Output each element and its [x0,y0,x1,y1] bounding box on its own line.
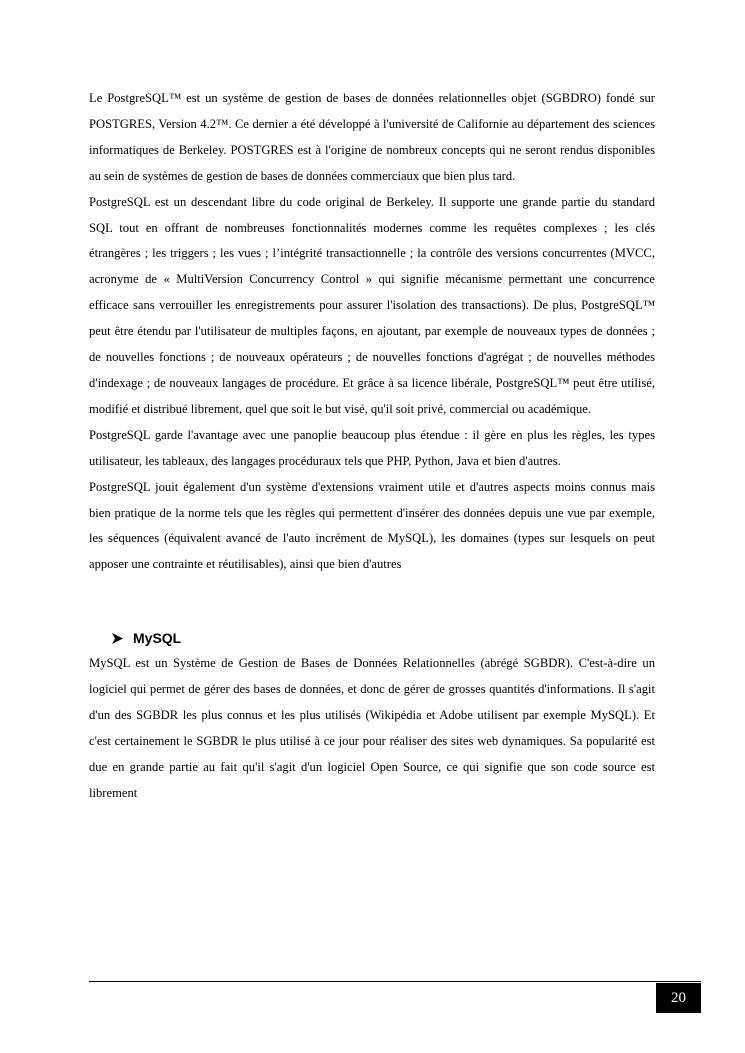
paragraph-postgres-advantage: PostgreSQL garde l'avantage avec une panoplie beaucoup plus étendue : il gère en plus les règles, les types utilisateur, les tableaux, des langages procéduraux tels que PHP, Python, Java et bien d'autres. [89,427,655,468]
paragraph-postgres-intro: Le PostgreSQL™ est un système de gestion de bases de données relationnelles objet (SGBDRO) fondé sur POSTGRES, Version 4.2™. Ce dernier a été développé à l'université de Californie au département des sciences informatiques de Berkeley. POSTGRES est à l'origine de nombreux concepts qui ne seront rendus disponibles au sein de systèmes de gestion de bases de données commerciaux que bien plus tard. [89,91,655,183]
section-heading-mysql [111,625,655,651]
paragraph-mysql-intro: MySQL est un Système de Gestion de Bases de Données Relationnelles (abrégé SGBDR). C'est-à-dire un logiciel qui permet de gérer des bases de données, et donc de gérer de grosses quantités d'informations. Il s'agit d'un des SGBDR les plus connus et les plus utilisés (Wikipédia et Adobe utilisent par exemple MySQL). Et c'est certainement le SGBDR le plus utilisé à ce jour pour réaliser des sites web dynamiques. Sa popularité est due en grande partie au fait qu'il s'agit d'un logiciel Open Source, ce qui signifie que son code source est librement [89,656,655,800]
section-heading-text: MySQL [133,630,182,647]
arrow-bullet-icon [111,632,124,645]
paragraph-postgres-features: PostgreSQL est un descendant libre du code original de Berkeley. Il supporte une grande partie du standard SQL tout en offrant de nombreuses fonctionnalités modernes comme les requêtes complexes ; les clés étrangères ; les triggers ; les vues ; l’intégrité transactionnelle ; la contrôle des versions concurrentes (MVCC, acronyme de « MultiVersion Concurrency Control » qui signifie mécanisme permettant une concurrence efficace sans verrouiller les enregistrements pour assurer l'isolation des transactions). De plus, PostgreSQL™ peut être étendu par l'utilisateur de multiples façons, en ajoutant, par exemple de nouveaux types de données ; de nouvelles fonctions ; de nouveaux opérateurs ; de nouvelles fonctions d'agrégat ; de nouvelles méthodes d'indexage ; de nouveaux langages de procédure. Et grâce à sa licence libérale, PostgreSQL™ peut être utilisé, modifié et distribué librement, quel que soit le but visé, qu'il soit privé, commercial ou académique. [89,194,655,416]
page-number: 20 [656,983,701,1013]
footer-divider [89,981,701,982]
paragraph-postgres-extensions: PostgreSQL jouit également d'un système d'extensions vraiment utile et d'autres aspects moins connus mais bien pratique de la norme tels que les règles qui permettent d'insérer des données depuis une vue par exemple, les séquences (équivalent avancé de l'auto incrément de MySQL), les domaines (types sur lesquels on peut apposer une contrainte et réutilisables), ainsi que bien d'autres [89,479,655,572]
section-spacer [89,578,655,625]
page-body [89,86,655,807]
